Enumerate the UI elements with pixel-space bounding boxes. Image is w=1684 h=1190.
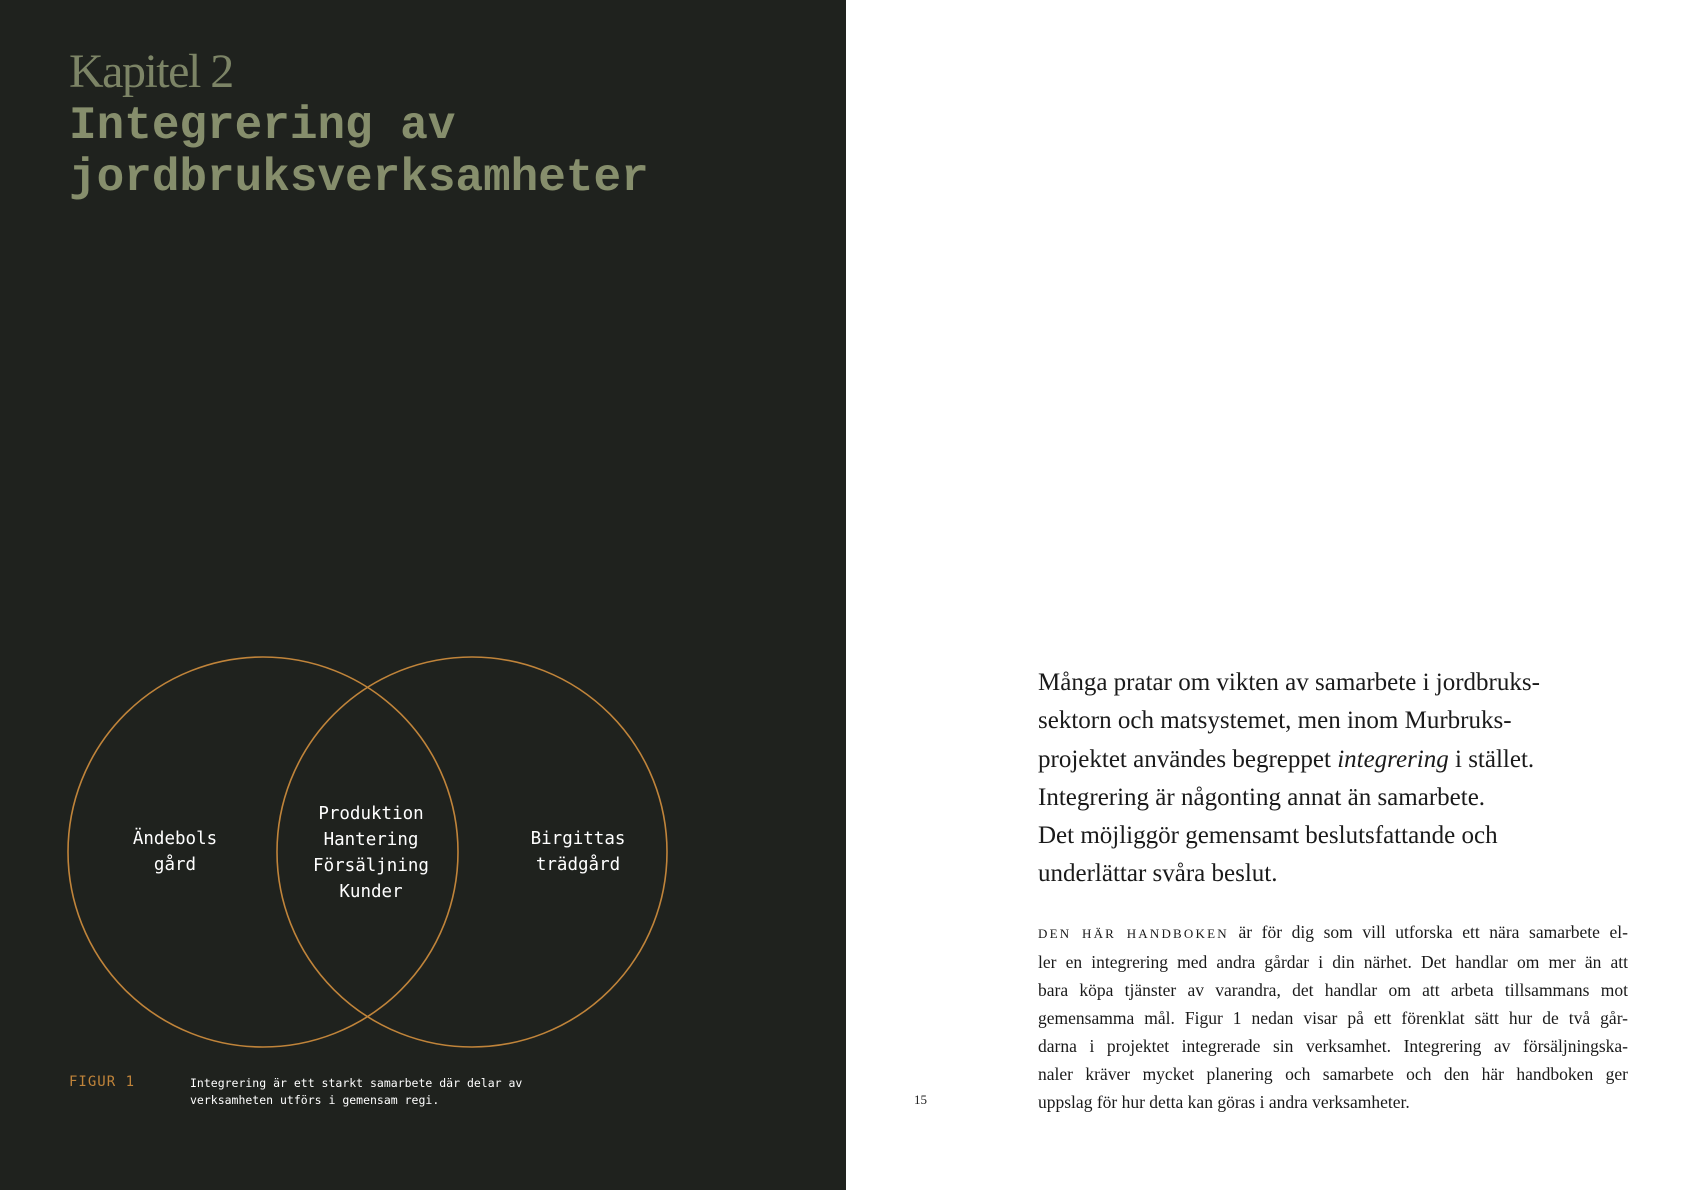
chapter-title (69, 100, 649, 204)
text: är för dig som vill utforska ett nära samarbete el- (1228, 922, 1628, 942)
emphasis: integrering (1337, 745, 1449, 773)
body-line (1038, 918, 1628, 948)
text: projektet användes begreppet (1038, 745, 1338, 773)
lead-paragraph (1038, 664, 1540, 894)
label-line: Ändebols (132, 829, 218, 849)
body-line: naler kräver mycket planering och samarbete och den här handboken ger (1038, 1064, 1628, 1084)
body-line: uppslag för hur detta kan göras i andra verksamheter. (1038, 1092, 1410, 1112)
lead-line: sektorn och matsystemet, men inom Murbruks- (1038, 707, 1512, 735)
label-line: Kunder (339, 882, 403, 902)
lead-line: Det möjliggör gemensamt beslutsfattande och (1038, 822, 1498, 850)
caption-line: Integrering är ett starkt samarbete där delar av (190, 1076, 523, 1090)
body-paragraph (1038, 918, 1628, 1116)
label-line: Hantering (323, 830, 419, 850)
venn-right-label (531, 826, 626, 878)
body-line: ler en integrering med andra gårdar i din närhet. Det handlar om mer än att (1038, 952, 1628, 972)
body-line: bara köpa tjänster av varandra, det handlar om att arbeta tillsammans mot (1038, 980, 1628, 1000)
venn-left-label (133, 826, 217, 878)
figure-label: FIGUR 1 (69, 1074, 136, 1090)
label-line: gård (153, 855, 197, 875)
caption-line: verksamheten utförs i gemensam regi. (190, 1093, 440, 1107)
venn-center-label (313, 801, 429, 905)
text: i stället. (1448, 745, 1535, 773)
small-caps-lead: DEN HÄR HANDBOKEN (1038, 926, 1229, 941)
body-line: gemensamma mål. Figur 1 nedan visar på ett förenklat sätt hur de två går- (1038, 1008, 1628, 1028)
page-number: 15 (914, 1092, 927, 1107)
lead-line: Integrering är någonting annat än samarbete. (1038, 783, 1486, 811)
label-line: Försäljning (313, 856, 429, 876)
chapter-label: Kapitel 2 (69, 45, 233, 98)
label-line: trädgård (535, 855, 621, 875)
title-line: Integrering av (69, 100, 456, 152)
label-line: Produktion (318, 804, 424, 824)
lead-line: Många pratar om vikten av samarbete i jordbruks- (1038, 669, 1540, 696)
title-line: jordbruksverksamheter (69, 152, 649, 204)
figure-caption (190, 1075, 522, 1109)
label-line: Birgittas (530, 829, 626, 849)
lead-line: underlättar svåra beslut. (1038, 860, 1278, 888)
body-line: darna i projektet integrerade sin verksamhet. Integrering av försäljningska- (1038, 1036, 1628, 1056)
lead-line (1038, 741, 1540, 779)
